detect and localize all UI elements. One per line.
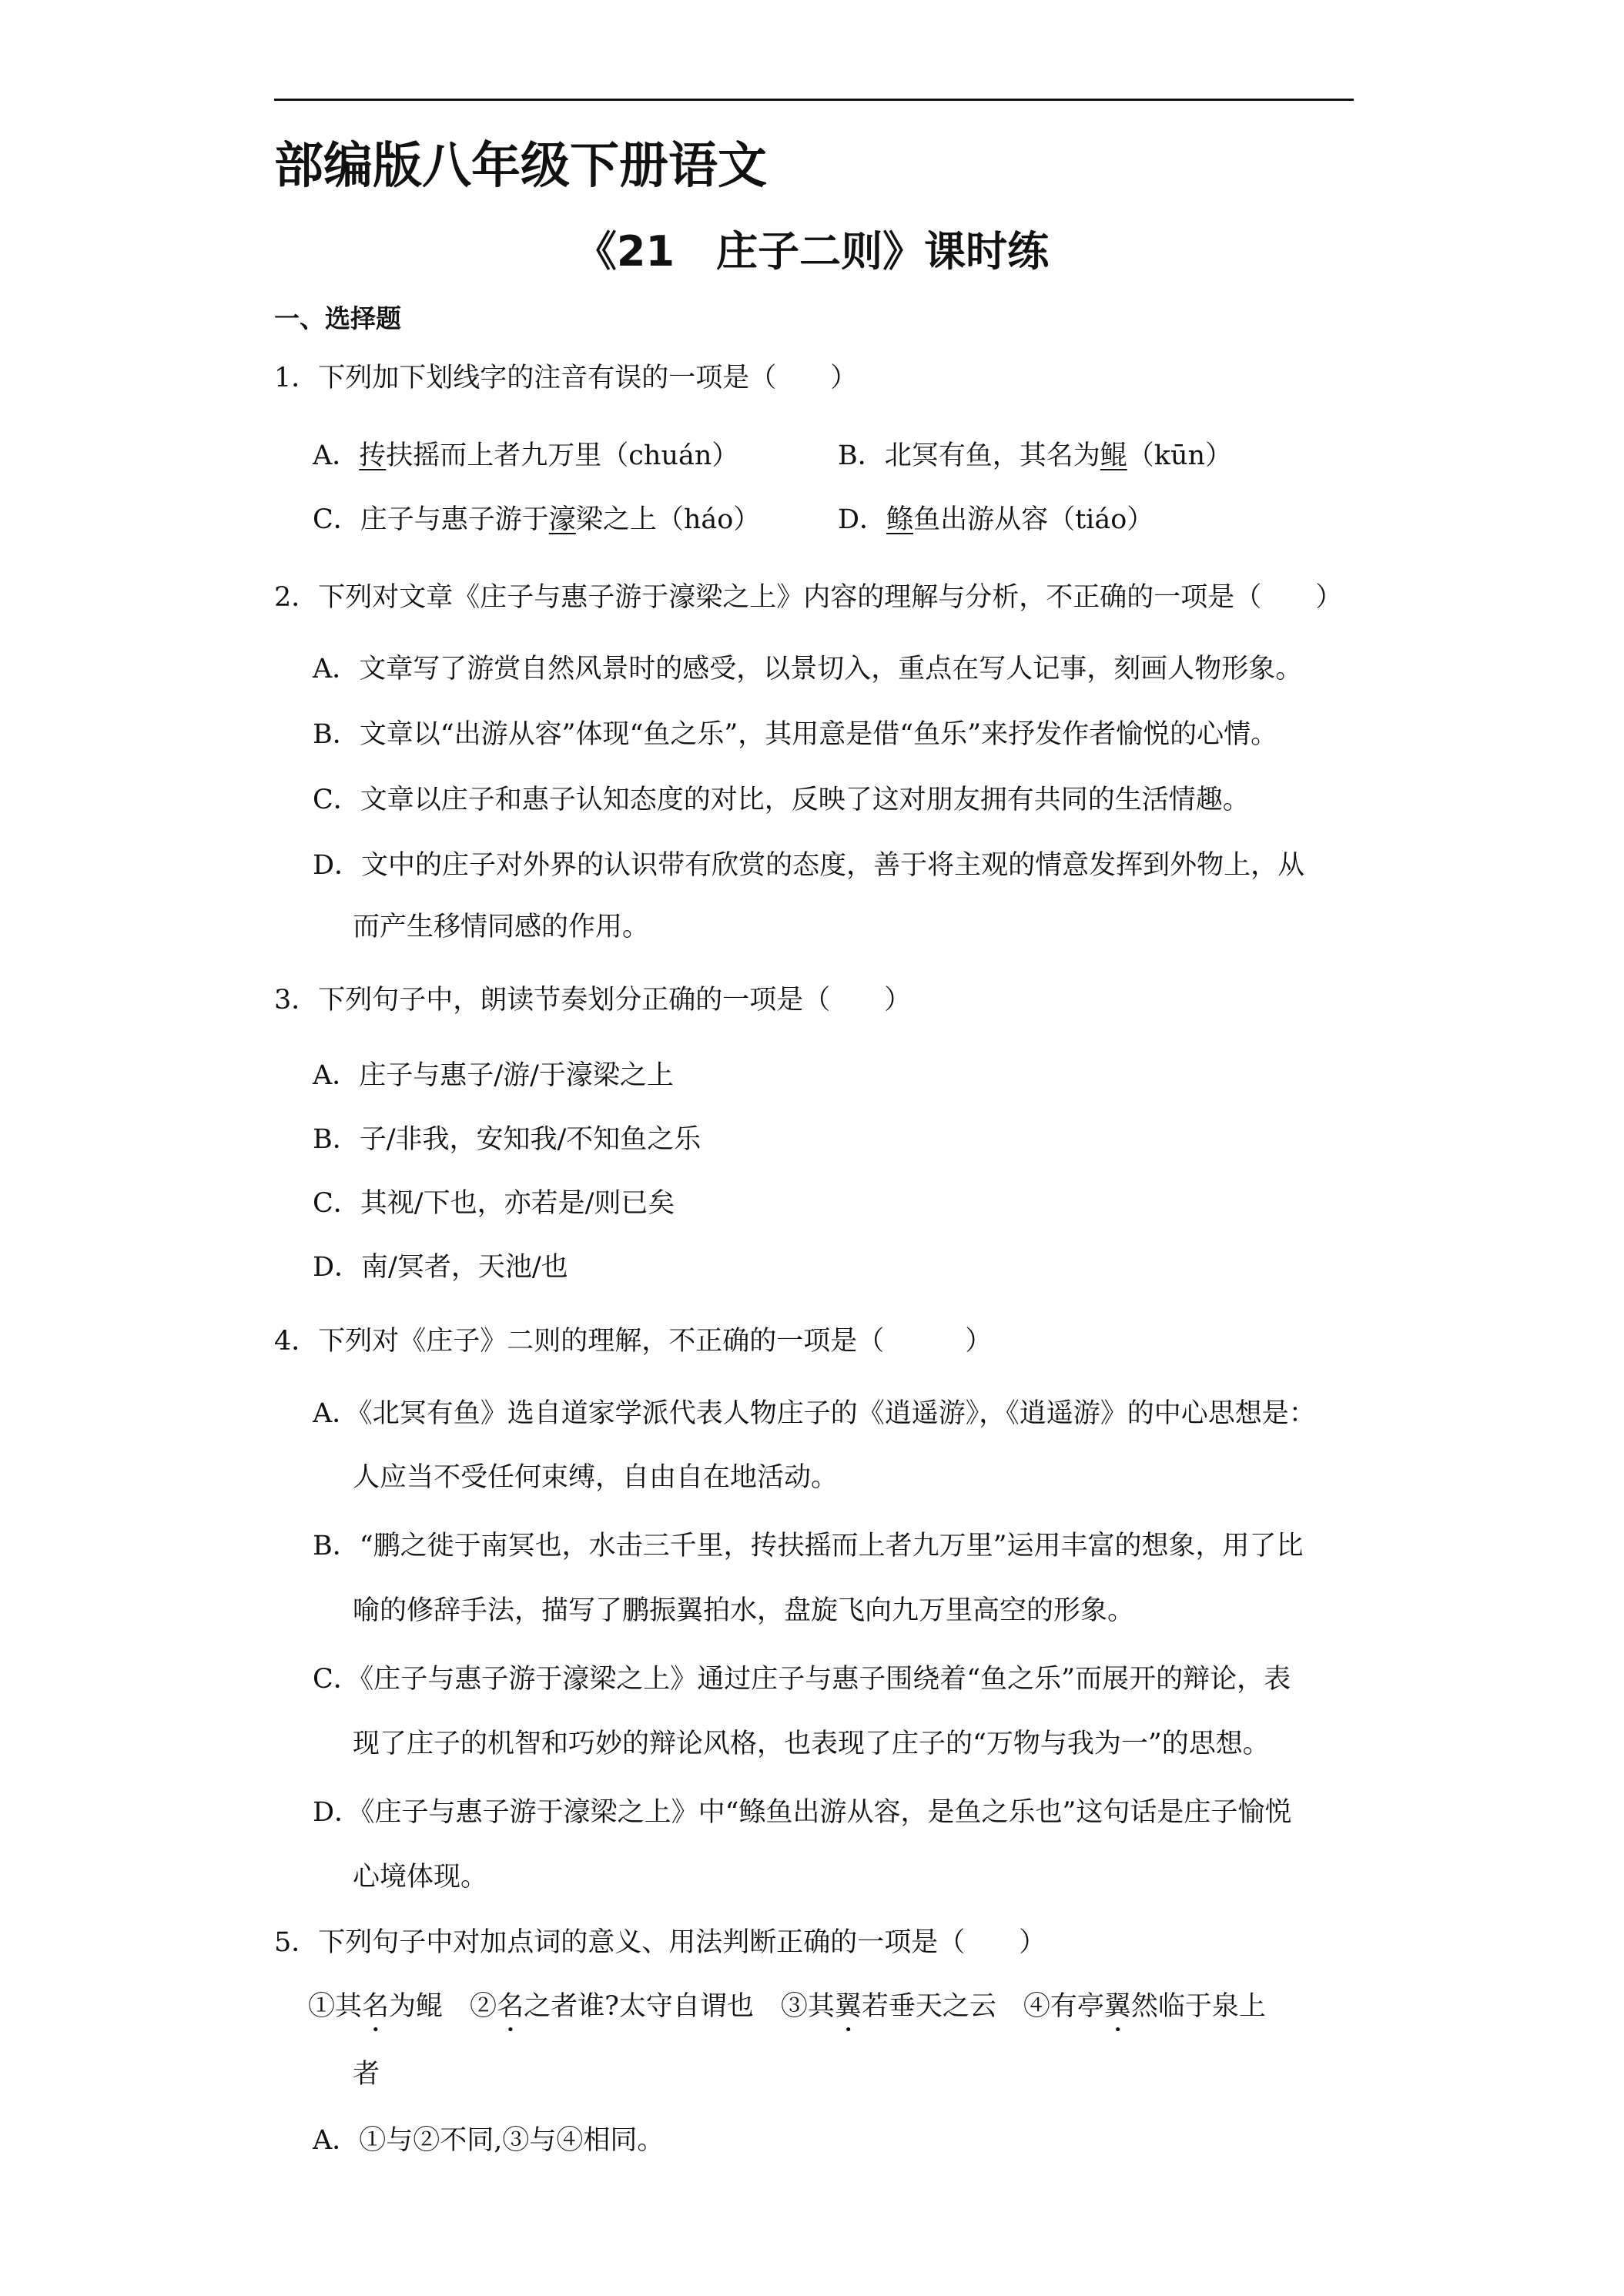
q3-option-a: A．庄子与惠子/游/于濠梁之上 (313, 1060, 674, 1091)
q4-option-a-cont: 人应当不受任何束缚，自由自在地活动。 (353, 1462, 839, 1493)
q1-option-d: D．鲦鱼出游从容（tiáo） (838, 504, 1154, 535)
q4-option-a: A．《北冥有鱼》选自道家学派代表人物庄子的《逍遥游》，《逍遥游》的中心思想是： (313, 1398, 1316, 1429)
q4-option-d: D．《庄子与惠子游于濠梁之上》中“鲦鱼出游从容，是鱼之乐也”这句话是庄子愉悦 (313, 1797, 1292, 1828)
q1-option-b: B．北冥有鱼，其名为鲲（kūn） (838, 440, 1233, 471)
question-3-stem: 3．下列句子中，朗读节奏划分正确的一项是（ ） (274, 985, 912, 1016)
question-1-stem: 1．下列加下划线字的注音有误的一项是（ ） (274, 363, 858, 393)
q1-option-a: A．抟扶摇而上者九万里（chuán） (313, 440, 739, 471)
q5-sentence-list (308, 1983, 1266, 2038)
q3-option-b: B．子/非我，安知我/不知鱼之乐 (313, 1124, 702, 1155)
q2-option-d-cont: 而产生移情同感的作用。 (353, 912, 650, 942)
q4-option-b: B．“鹏之徙于南冥也，水击三千里，抟扶摇而上者九万里”运用丰富的想象，用了比 (313, 1531, 1304, 1561)
q1-option-c: C．庄子与惠子游于濠梁之上（háo） (313, 504, 761, 535)
q2-option-c: C．文章以庄子和惠子认知态度的对比，反映了这对朋友拥有共同的生活情趣。 (313, 785, 1250, 815)
top-rule (274, 99, 1354, 101)
q5-item-2: ②名之者谁?太守自谓也 (470, 1991, 781, 2022)
q4-option-c: C．《庄子与惠子游于濠梁之上》通过庄子与惠子围绕着“鱼之乐”而展开的辩论，表 (313, 1664, 1291, 1695)
question-2-stem: 2．下列对文章《庄子与惠子游于濠梁之上》内容的理解与分析，不正确的一项是（ ） (274, 582, 1343, 613)
q5-item-3: ③其翼若垂天之云 (780, 1991, 1023, 2022)
q2-option-b: B．文章以“出游从容”体现“鱼之乐”，其用意是借“鱼乐”来抒发作者愉悦的心情。 (313, 719, 1278, 750)
section-heading: 一、选择题 (274, 303, 401, 333)
q4-option-c-cont: 现了庄子的机智和巧妙的辩论风格，也表现了庄子的“万物与我为一”的思想。 (353, 1729, 1270, 1759)
page-subtitle: 《21 庄子二则》课时练 (574, 227, 1050, 276)
q3-option-d: D．南/冥者，天池/也 (313, 1252, 568, 1283)
q4-option-d-cont: 心境体现。 (353, 1862, 488, 1893)
q2-option-a: A．文章写了游赏自然风景时的感受，以景切入，重点在写人记事，刻画人物形象。 (313, 654, 1303, 684)
q4-option-b-cont: 喻的修辞手法，描写了鹏振翼拍水，盘旋飞向九万里高空的形象。 (353, 1595, 1135, 1626)
question-4-stem: 4．下列对《庄子》二则的理解，不正确的一项是（ ） (274, 1326, 993, 1357)
q5-option-a: A．①与②不同,③与④相同。 (313, 2125, 665, 2156)
q5-sentence-list-cont: 者 (353, 2059, 380, 2090)
question-5-stem: 5．下列句子中对加点词的意义、用法判断正确的一项是（ ） (274, 1927, 1046, 1958)
q5-item-4: ④有亭翼然临于泉上 (1023, 1991, 1266, 2022)
page-title: 部编版八年级下册语文 (274, 138, 767, 195)
q3-option-c: C．其视/下也，亦若是/则已矣 (313, 1188, 675, 1219)
q2-option-d: D．文中的庄子对外界的认识带有欣赏的态度，善于将主观的情意发挥到外物上，从 (313, 850, 1305, 881)
q5-item-1: ①其名为鲲 (308, 1991, 470, 2022)
